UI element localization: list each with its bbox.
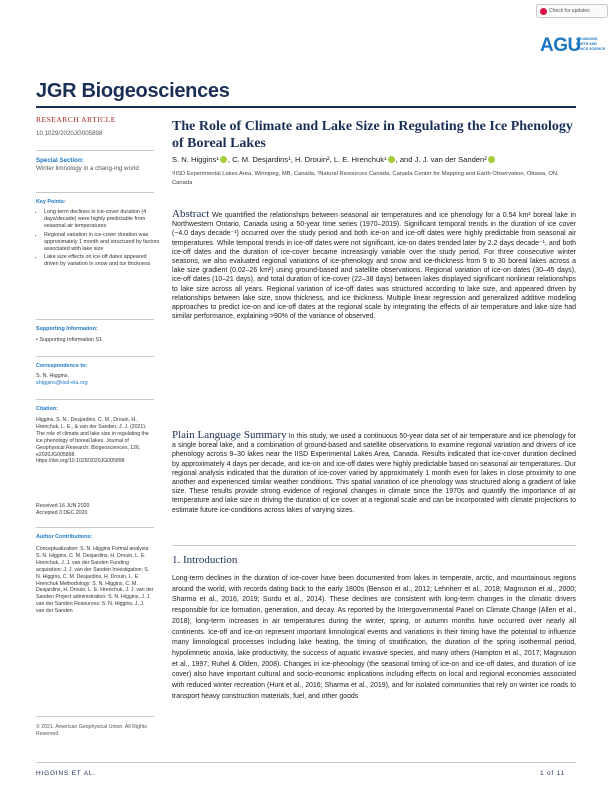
orcid-icon[interactable] <box>388 156 395 163</box>
sidebar-divider <box>36 716 154 717</box>
running-head: HIGGINS ET AL. <box>36 770 96 777</box>
section-divider <box>172 545 576 546</box>
copyright: © 2021. American Geophysical Union. All Rights Reserved. <box>36 724 147 737</box>
key-points-title: Key Points: <box>36 199 66 205</box>
doi[interactable]: 10.1029/2020JG005898 <box>36 130 103 137</box>
updates-label: Check for updates <box>549 8 590 14</box>
orcid-icon[interactable] <box>488 156 495 163</box>
sidebar-divider <box>36 399 154 400</box>
pls-text: In this study, we used a continuous 50-year data set of air temperature and ice phenology for a single boreal lake, and a combination of ground-based and satellite observations to examine regional variation and drivers of ice phenology across 9–30 lakes near the IISD Experimental Lakes Area, Canada. Results indicated that ice-cover duration declined by approximately 4 days per decade, and ice-on and ice-off dates were highly predictable based on seasonal air temperatures. Our regional analysis indicated that the duration of ice-cover varied by approximately 1 month even for lakes in close proximity to one another and experienced similar weather conditions. This spatial variation of ice phenology was structured along a gradient of lake size. These results provide strong evidence of regional changes in climate since the 1970s and quantify the importance of air temperature and lake size in driving the duration of ice cover at a regional scale and can be incorporated with climate projections to estimate future ice-conditions across lakes of varying sizes. <box>172 433 576 514</box>
agu-tagline: ADVANCING EARTH AND SPACE SCIENCE <box>576 37 606 51</box>
author[interactable]: S. N. Higgins¹ <box>172 155 219 164</box>
accepted-date: Accepted 3 DEC 2020 <box>36 510 88 517</box>
updates-icon <box>540 8 547 15</box>
sidebar-divider <box>36 192 154 193</box>
author[interactable]: H. Drouin² <box>294 155 330 164</box>
dates <box>36 503 154 518</box>
affiliations: ¹IISD Experimental Lakes Area, Winnipeg, MB, Canada, ²Natural Resources Canada, Canada Center for Mapping and Earth Observation, Ottawa, ON, Canada <box>172 171 559 186</box>
sidebar-divider <box>36 527 154 528</box>
footer-rule <box>36 762 576 763</box>
list-item: • Long-term declines in ice-cover duration (4 days/decade) were highly predictable from seasonal air temperatures <box>44 209 162 231</box>
abstract-label: Abstract <box>172 208 210 220</box>
abstract-text: We quantified the relationships between seasonal air temperatures and ice phenology for a 0.54 km² boreal lake in Northwestern Ontario, Canada using a 50-year time series (1970–2019). Significant temporal trends in the duration of ice cover (−4.0 days decade⁻¹) occurred over the study period and both ice-on and ice-off dates were highly predictable from seasonal air temperatures. While temporal trends in ice-off dates were not significant, ice-on dates trended later by 2.2 days decade⁻¹, and both ice-off dates and the duration of ice-cover became increasingly variable over the study period. For three consecutive winter seasons, we also evaluated regional variations of ice-phenology and snow and ice-thickness from 9 to 30 boreal lakes across a lake size gradient (0.02–26 km²) using ground-based and satellite observations. Regional variation of ice-on dates (30–45 days), ice-off dates (10–21 days), and total duration of ice-cover (22–38 days) between lakes displayed significant nonlinear relationships to lake size across all years. Regional variation of ice-off dates was structured according to lake size, and appeared driven by relationships between lake size, snow thickness, and ice thickness. Multiple linear regression and generalized additive modeling approaches to predict ice-on and ice-off dates at the regional scale by integrating the effects of air temperature and lake size had similar performance, explaining >90% of the variance of observed. <box>172 212 576 321</box>
author-list: S. N. Higgins¹ , C. M. Desjardins¹, H. Drouin², L. E. Hrenchuk¹ , and J. J. van der Sanden² <box>172 155 576 164</box>
list-item: • Regional variation in ice-cover duration was approximately 1 month and structured by factors associated with lake size <box>44 232 162 254</box>
correspondence-name: S. N. Higgins, <box>36 373 69 379</box>
citation-title: Citation: <box>36 406 58 412</box>
sidebar-divider <box>36 319 154 320</box>
correspondence <box>36 373 154 387</box>
plain-language-summary <box>172 431 576 515</box>
pls-label: Plain Language Summary <box>172 429 287 441</box>
sidebar-divider <box>36 356 154 357</box>
citation-text: Higgins, S. N., Desjardins, C. M., Drouin, H., Hrenchuk, L. E., & van der Sanden, J. J. (2021). The role of climate and lake size in regulating the ice phenology of boreal lakes. Journal of Geophysical Research: Biogeosciences, 126, e2020JG005898. https://doi.org/10.1029/2020JG005898 <box>36 417 149 465</box>
article-type: RESEARCH ARTICLE <box>36 115 116 124</box>
page-number: 1 of 11 <box>540 770 565 777</box>
agu-logo-word: AGU <box>540 35 581 56</box>
orcid-icon[interactable] <box>220 156 227 163</box>
author-contributions-title: Author Contributions: <box>36 534 93 540</box>
introduction-text: Long-term declines in the duration of ice-cover have been documented from lakes in temperate, arctic, and mountainous regions around the world, with records dating back to the early 1800s (Benson et al., 2012; Lehnherr et al., 2018; Magnuson et al., 2000; Sharma et al., 2016, 2019; Surdu et al., 2014). These declines are consistent with long-term changes in the climatic drivers responsible for ice formation, generation, and decay. As reported by the Intergovernmental Panel on Climate Change (Allen et al., 2018), long-term increases in air temperatures during the winter, spring, or autumn months have occurred over nearly all continents. Ice-off and ice-on represent important limnological events and variations in their timing have the potential to influence many limnological processes including lake heating, the timing of stratification, the duration of the spring isothermal period, hypolimnetic anoxia, lake productivity, the success of aquatic invasive species, and many others (Hampton et al., 2017; Magnuson et al., 1997; Ruhel & Olden, 2008). Changes in ice-phenology (the seasonal timing of ice-on and ice-off dates, and duration of ice cover) also have important cultural and socio-economic implications including effects on local and regional economies associated with reduced winter recreation (Hunt et al., 2016; Sharma et al., 2019), and for isolated communities that rely on winter ice roads to transport heavy construction materials, fuel, and other goods <box>172 575 576 700</box>
author[interactable]: C. M. Desjardins¹ <box>232 155 291 164</box>
key-points-list <box>36 209 162 270</box>
abstract <box>172 210 576 321</box>
correspondence-email[interactable]: shiggins@iisd-ela.org <box>36 380 88 387</box>
section-heading: 1. Introduction <box>172 554 238 566</box>
agu-logo <box>540 28 606 68</box>
sidebar-divider <box>36 150 154 151</box>
list-item: • Lake size effects on ice-off dates appeared driven by variation in snow and ice thickness <box>44 254 162 268</box>
header-rule <box>36 106 576 108</box>
supporting-info-link[interactable]: • Supporting Information S1 <box>36 337 103 343</box>
journal-title: JGR Biogeosciences <box>36 80 230 102</box>
author[interactable]: L. E. Hrenchuk¹ <box>333 155 387 164</box>
author[interactable]: and J. J. van der Sanden² <box>399 155 487 164</box>
supporting-info-title: Supporting Information: <box>36 326 98 332</box>
article-title: The Role of Climate and Lake Size in Regulating the Ice Phenology of Boreal Lakes <box>172 119 573 151</box>
check-for-updates-badge[interactable] <box>536 4 608 18</box>
special-section-text: Winter limnology in a chang-ing world <box>36 165 139 172</box>
correspondence-title: Correspondence to: <box>36 363 88 369</box>
received-date: Received 16 JUN 2020 <box>36 503 90 509</box>
special-section-title: Special Section: <box>36 157 84 164</box>
author-contributions-text: Conceptualization: S. N. Higgins Formal analysis: S. N. Higgins, C. M. Desjardins, H. Drouin, L. E. Hrenchuk, J. J. van der Sanden Funding acquisition: J. J. van der Sanden Investigation: S. N. Higgins, C. M. Desjardins, H. Drouin, L. E. Hrenchuk Methodology: S. N. Higgins, C. M. Desjardins, H. Drouin, L. E. Hrenchuk, J. J. van der Sanden Project administration: S. N. Higgins, J. J. van der Sanden Resources: S. N. Higgins, J. J. van der Sanden <box>36 546 154 615</box>
